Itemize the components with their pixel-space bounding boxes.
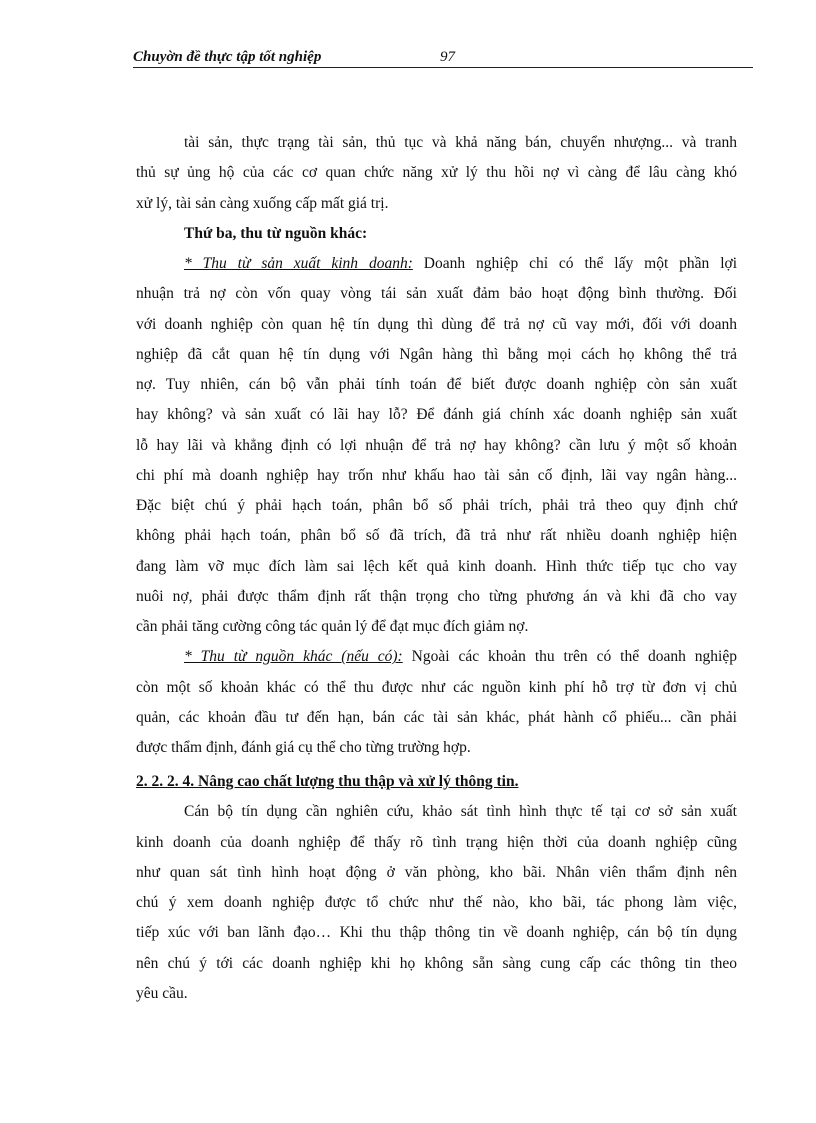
line-content: được thẩm định, đánh giá cụ thể cho từng trường hợp. (136, 739, 471, 756)
line-text (136, 952, 737, 976)
line-content: tiếp xúc với ban lãnh đạo… Khi thu thập thông tin về doanh nghiệp, cán bộ tín dụng (136, 924, 737, 942)
line-content: quản, các khoản đầu tư đến hạn, bán các tài sản khác, phát hành cổ phiếu... cần phải (136, 708, 737, 726)
paragraph-line (136, 676, 737, 706)
section-heading: 2. 2. 2. 4. Nâng cao chất lượng thu thập và xử lý thông tin. (136, 773, 519, 791)
paragraph-line (136, 524, 737, 554)
paragraph-line (136, 615, 737, 645)
paragraph-line (136, 921, 737, 951)
paragraph-line (136, 161, 737, 191)
line-text (136, 921, 737, 945)
line-text (184, 131, 737, 155)
line-content: cần phải tăng cường công tác quản lý để đạt mục đích giảm nợ. (136, 618, 529, 635)
page-number: 97 (440, 49, 455, 65)
line-content: chi phí mà doanh nghiệp hay trốn như khấu hao tài sản cố định, lãi vay ngân hàng... (136, 466, 737, 484)
line-content: nuôi nợ, phải được thẩm định rất thận trọng cho từng phương án và khi đã cho vay (136, 587, 737, 605)
subheading: Thứ ba, thu từ nguồn khác: (184, 224, 368, 242)
paragraph-line (136, 464, 737, 494)
line-content: nhuận trả nợ còn vốn quay vòng tái sản xuất đảm bảo hoạt động bình thường. Đối (136, 285, 737, 303)
line-text (136, 403, 737, 427)
paragraph-line (136, 800, 737, 830)
line-content: xử lý, tài sản càng xuống cấp mất giá trị. (136, 194, 389, 212)
paragraph-line (136, 313, 737, 343)
line-text (184, 645, 737, 669)
line-content: Đặc biệt chú ý phải hạch toán, phân bổ số phải trích, phải trả theo quy định chứ (136, 497, 737, 514)
line-text (136, 494, 737, 518)
line-text (136, 192, 737, 216)
line-content: thủ sự ủng hộ của các cơ quan chức năng xử lý thu hồi nợ vì càng để lâu càng khó (136, 164, 737, 182)
line-content: lỗ hay lãi và khẳng định có lợi nhuận để trả nợ hay không? cần lưu ý một số khoản (136, 436, 737, 454)
line-content: với doanh nghiệp còn quan hệ tín dụng thì dùng để trả nợ cũ vay mới, đối với doanh (136, 315, 737, 333)
line-content: Ngoài các khoản thu trên có thể doanh nghiệp (402, 648, 737, 666)
line-content: như quan sát tình hình hoạt động ở văn phòng, kho bãi. Nhân viên thẩm định nên (136, 863, 737, 881)
paragraph-line (136, 645, 737, 675)
paragraph-line (136, 282, 737, 312)
paragraph-line (136, 736, 737, 766)
line-text (136, 161, 737, 185)
line-content: yêu cầu. (136, 984, 188, 1002)
paragraph-line (136, 192, 737, 222)
line-text (136, 282, 737, 306)
line-text (136, 615, 737, 639)
paragraph-line (136, 343, 737, 373)
line-text (136, 343, 737, 367)
page-header (133, 47, 753, 68)
line-content: Cán bộ tín dụng cần nghiên cứu, khảo sát tình hình thực tế tại cơ sở sản xuất (184, 803, 737, 821)
line-text (136, 585, 737, 609)
paragraph-line (136, 982, 737, 1012)
line-content: kinh doanh của doanh nghiệp để thấy rõ tình trạng hiện thời của doanh nghiệp cũng (136, 833, 737, 851)
line-text (136, 373, 737, 397)
line-text (136, 982, 737, 1006)
line-content: hay không? và sản xuất có lãi hay lỗ? Để đánh giá chính xác doanh nghiệp sản xuất (136, 406, 737, 424)
line-text (184, 800, 737, 824)
line-text (136, 555, 737, 579)
document-body (136, 131, 737, 1012)
paragraph-line (136, 373, 737, 403)
paragraph-line (136, 252, 737, 282)
paragraph-line (136, 434, 737, 464)
line-content: Doanh nghiệp chỉ có thể lấy một phần lợi (412, 255, 738, 272)
line-content: không phải hạch toán, phân bổ số đã trích, đã trả như rất nhiều doanh nghiệp hiện (136, 527, 737, 545)
line-content: nghiệp đã cắt quan hệ tín dụng với Ngân hàng thì bằng mọi cách họ không thể trả (136, 345, 737, 363)
line-text (136, 861, 737, 885)
line-text (136, 891, 737, 915)
paragraph-line (136, 494, 737, 524)
paragraph-lead-in: * Thu từ sản xuất kinh doanh: (184, 255, 413, 272)
paragraph-line (136, 706, 737, 736)
line-text (136, 464, 737, 488)
line-content: đang làm vỡ mục đích làm sai lệch kết quả kinh doanh. Hình thức tiếp tục cho vay (136, 557, 737, 575)
line-text (184, 252, 737, 276)
paragraph-line (136, 831, 737, 861)
paragraph-line (136, 891, 737, 921)
paragraph-line (136, 861, 737, 891)
line-text (136, 706, 737, 730)
paragraph-line (136, 952, 737, 982)
line-text (136, 736, 737, 760)
line-content: tài sản, thực trạng tài sản, thủ tục và khả năng bán, chuyển nhượng... và tranh (184, 134, 737, 151)
document-title: Chuyờn đề thực tập tốt nghiệp (133, 49, 322, 65)
line-content: nợ. Tuy nhiên, cán bộ vẫn phải tính toán để biết được doanh nghiệp còn sản xuất (136, 376, 737, 393)
line-text (136, 831, 737, 855)
paragraph-line (136, 403, 737, 433)
paragraph-line (136, 585, 737, 615)
line-text (136, 676, 737, 700)
line-content: nên chú ý tới các doanh nghiệp khi họ không sẵn sàng cung cấp các thông tin theo (136, 954, 737, 972)
line-text (136, 313, 737, 337)
paragraph-line (136, 131, 737, 161)
paragraph-line (136, 555, 737, 585)
paragraph-lead-in: * Thu từ nguồn khác (nếu có): (184, 648, 403, 666)
line-text (136, 434, 737, 458)
line-text (136, 524, 737, 548)
line-content: chú ý xem doanh nghiệp được tổ chức như thế nào, kho bãi, tác phong làm việc, (136, 894, 737, 911)
line-content: còn một số khoản khác có thể thu được như các nguồn kinh phí hỗ trợ từ đơn vị chủ (136, 678, 737, 696)
